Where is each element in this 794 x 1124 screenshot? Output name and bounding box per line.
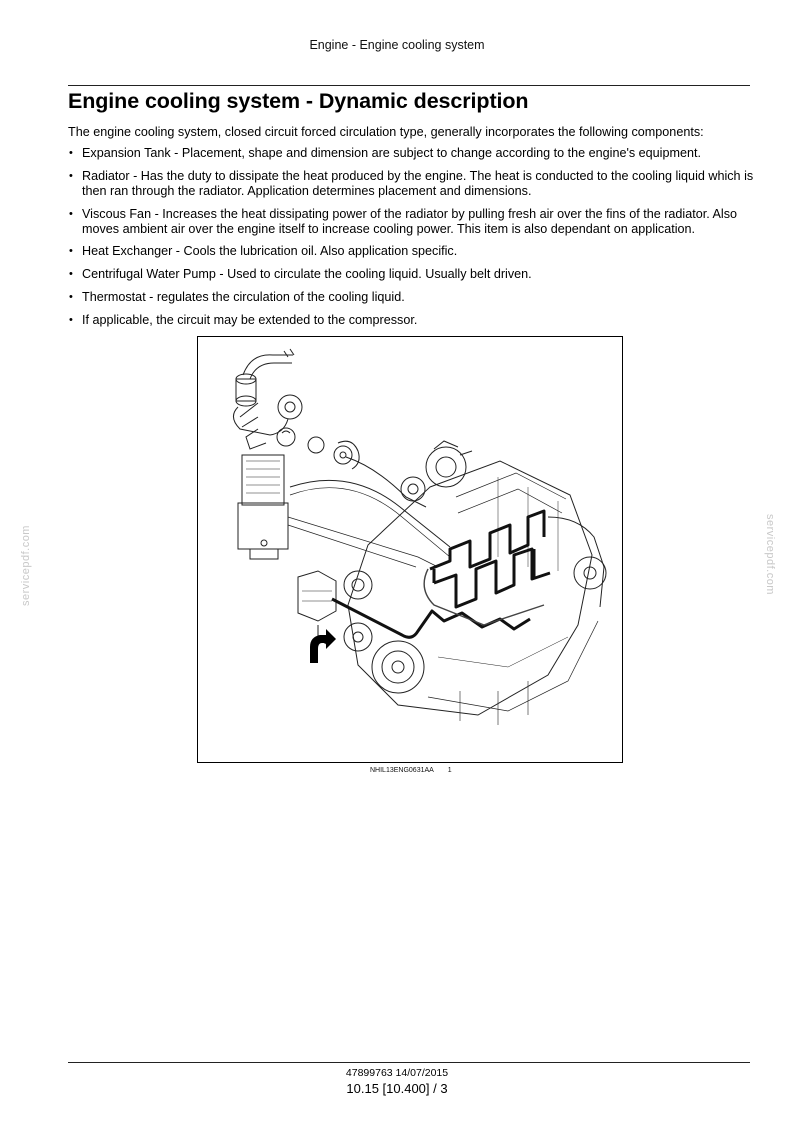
list-item: • If applicable, the circuit may be extended to the compressor. — [68, 313, 758, 328]
page-title: Engine cooling system - Dynamic description — [68, 89, 529, 113]
list-item: • Thermostat - regulates the circulation of the cooling liquid. — [68, 290, 758, 305]
figure-number: 1 — [447, 767, 452, 774]
flow-arrow-icon — [310, 629, 336, 663]
figure-code: NHIL13ENG0631AA — [370, 767, 434, 774]
engine-cooling-diagram — [197, 336, 623, 763]
list-item: • Viscous Fan - Increases the heat dissipating power of the radiator by pulling fresh air over the fins of the radiator. Also moves ambient air over the engine itself to increase cooling power. This item is also dependant on application. — [68, 207, 758, 237]
running-header: Engine - Engine cooling system — [309, 38, 485, 52]
list-item: • Radiator - Has the duty to dissipate the heat produced by the engine. The heat is conducted to the cooling liquid which is then ran through the radiator. Application determines placement and dimensions. — [68, 169, 758, 199]
watermark-left: servicepdf.com — [20, 525, 32, 606]
footer-page-number: 10.15 [10.400] / 3 — [346, 1081, 448, 1096]
figure-caption — [370, 767, 452, 774]
list-item: • Heat Exchanger - Cools the lubrication oil. Also application specific. — [68, 244, 758, 259]
bottom-divider — [68, 1062, 750, 1063]
watermark-right: servicepdf.com — [764, 514, 776, 595]
top-divider — [68, 85, 750, 86]
engine-line-drawing — [198, 337, 622, 762]
list-item: • Expansion Tank - Placement, shape and dimension are subject to change according to the engine's equipment. — [68, 146, 758, 161]
list-item: • Centrifugal Water Pump - Used to circulate the cooling liquid. Usually belt driven. — [68, 267, 758, 282]
intro-paragraph: The engine cooling system, closed circuit forced circulation type, generally incorporates the following components: — [68, 125, 704, 139]
component-list — [68, 146, 758, 336]
footer-doc-ref: 47899763 14/07/2015 — [345, 1067, 449, 1079]
